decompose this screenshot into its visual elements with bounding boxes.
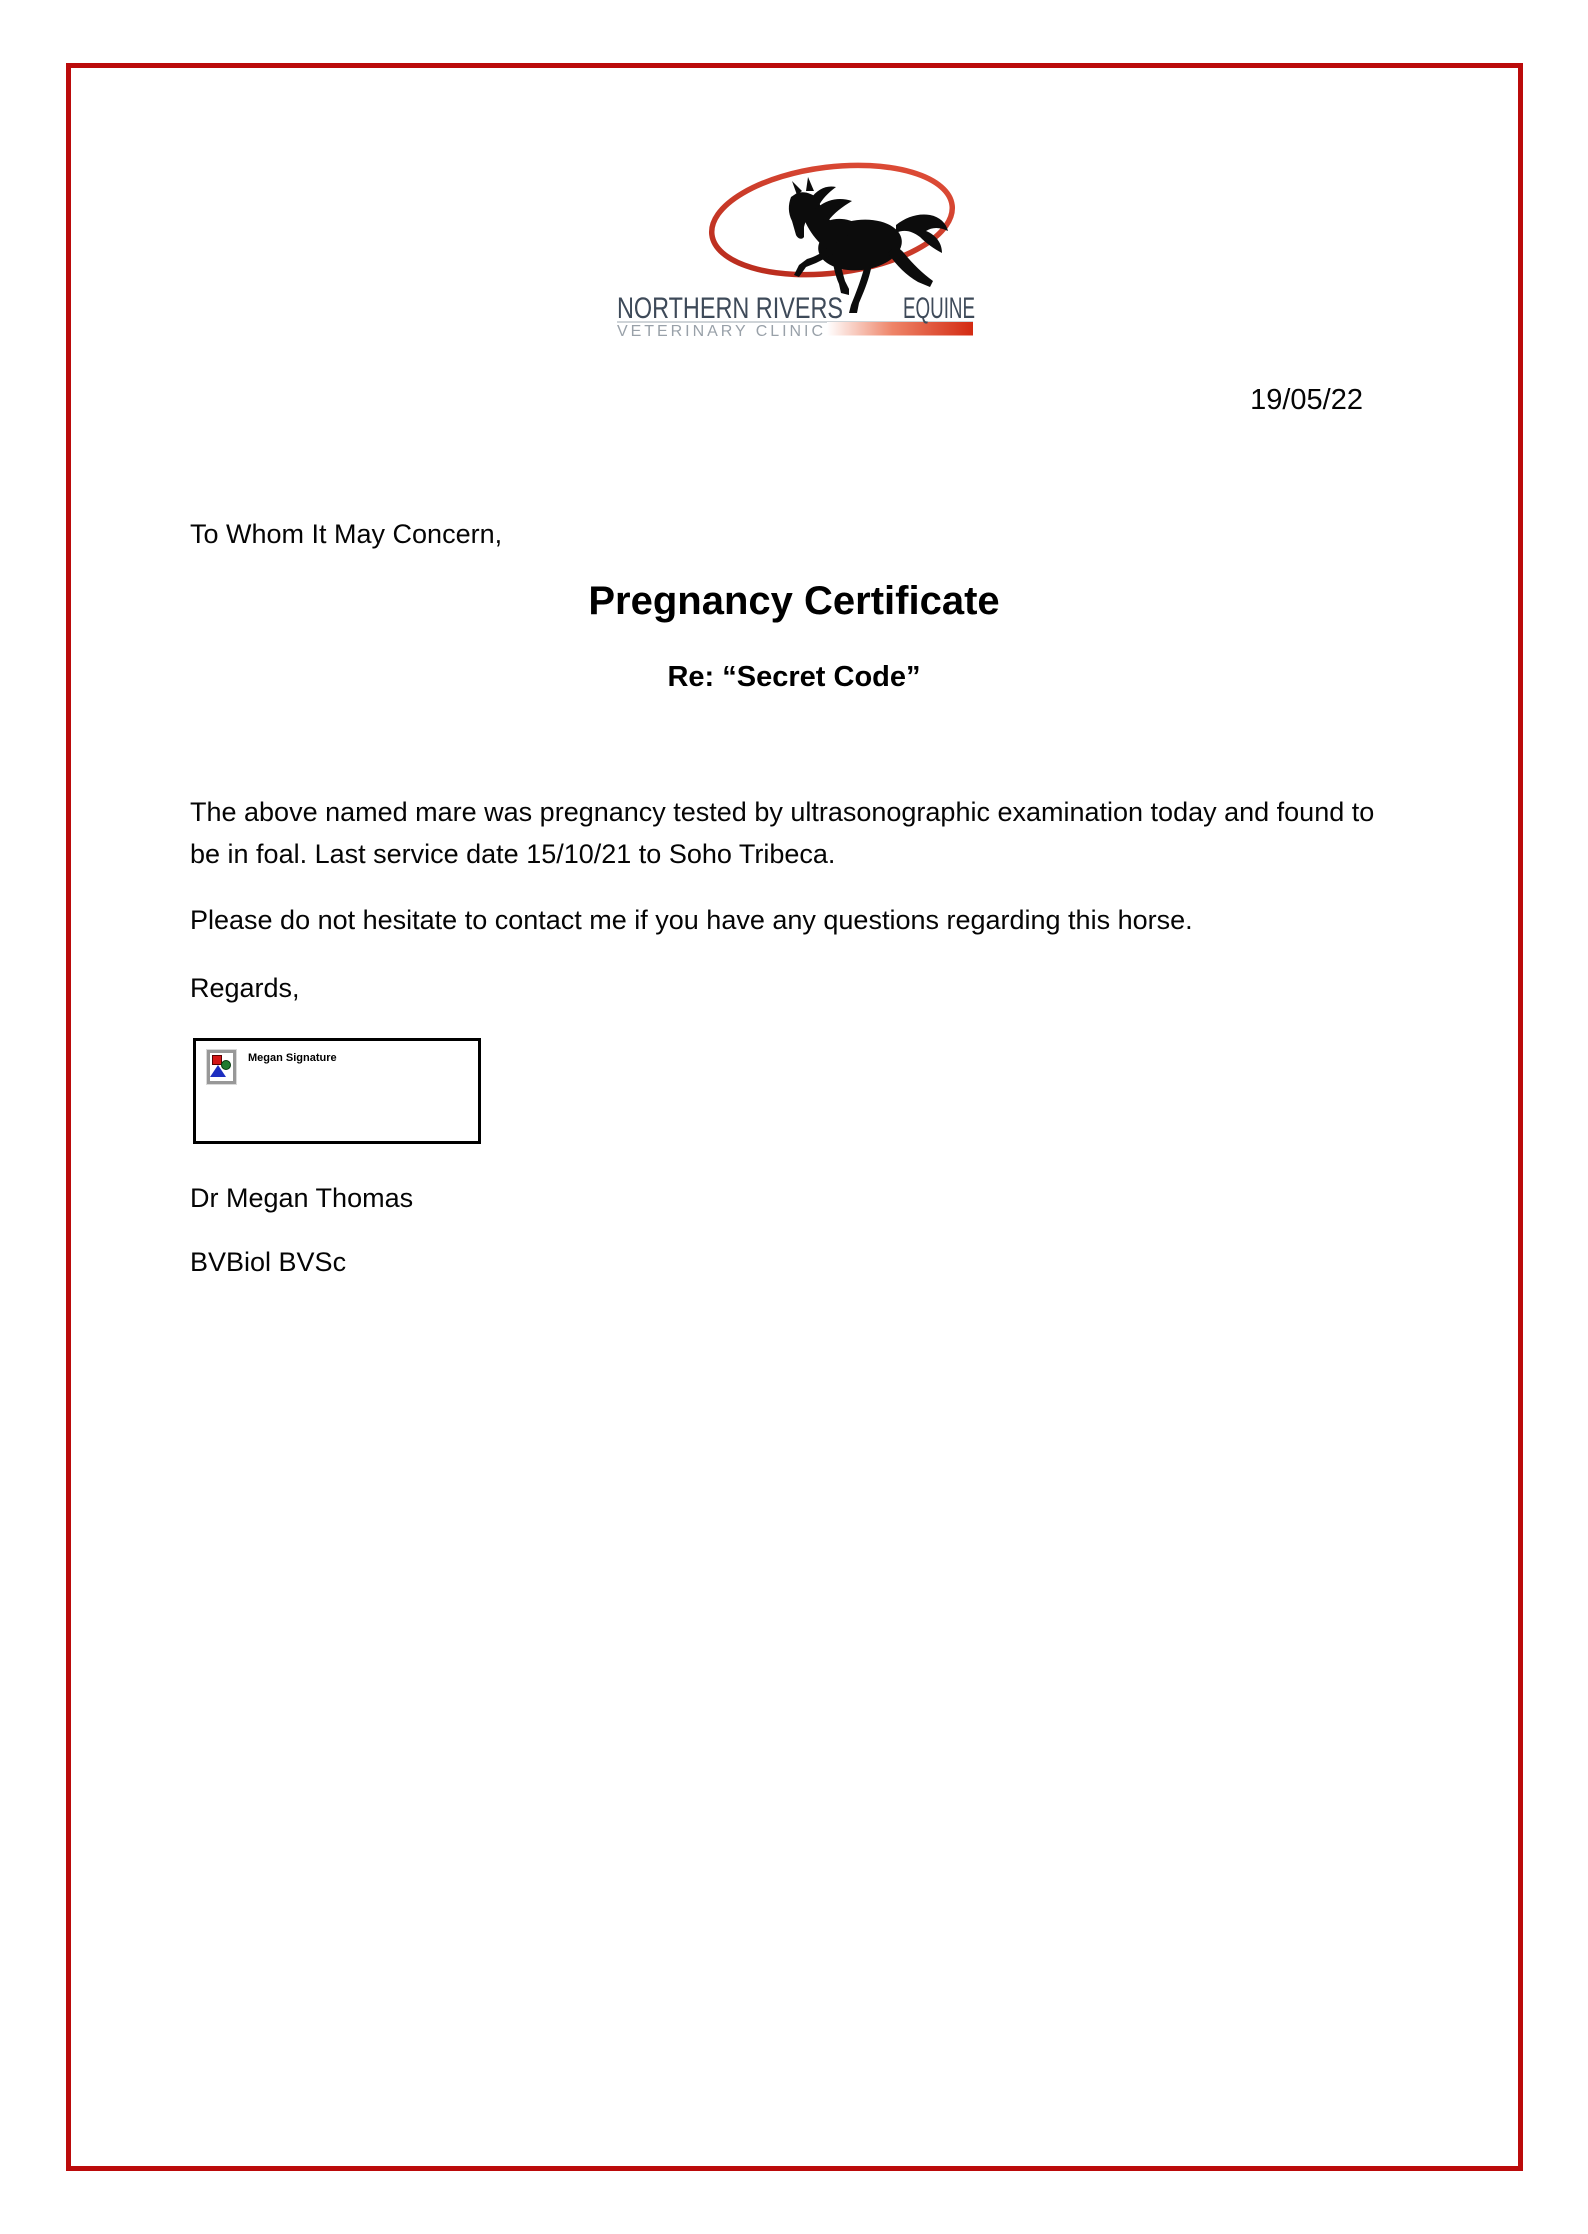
- signature-image-box: [193, 1038, 481, 1144]
- logo-wordmark-left: NORTHERN RIVERS: [617, 292, 843, 325]
- signer-name: Dr Megan Thomas: [190, 1183, 414, 1213]
- closing-text: Regards,: [190, 973, 300, 1003]
- certificate-title: Pregnancy Certificate: [588, 579, 1000, 623]
- body-paragraph-1-line-2: be in foal. Last service date 15/10/21 to Soho Tribeca.: [190, 839, 836, 869]
- signer-credentials: BVBiol BVSc: [190, 1247, 347, 1277]
- subject-line: Re: “Secret Code”: [667, 661, 921, 693]
- logo-wordmark-right: EQUINE: [903, 292, 975, 325]
- logo-subtitle: VETERINARY CLINIC: [617, 323, 823, 340]
- salutation-text: To Whom It May Concern,: [190, 519, 503, 549]
- body-paragraph-1-line-1: The above named mare was pregnancy tested by ultrasonographic examination today and found to: [190, 797, 1375, 827]
- clinic-logo: [600, 155, 1020, 355]
- signature-alt-text: Megan Signature: [248, 1052, 337, 1064]
- broken-image-icon: [207, 1050, 236, 1084]
- body-paragraph-2: Please do not hesitate to contact me if you have any questions regarding this horse.: [190, 905, 1193, 935]
- letter-date: 19/05/22: [1250, 384, 1363, 416]
- body-paragraph-1: [190, 791, 1520, 875]
- broken-image-blue-triangle: [210, 1065, 226, 1077]
